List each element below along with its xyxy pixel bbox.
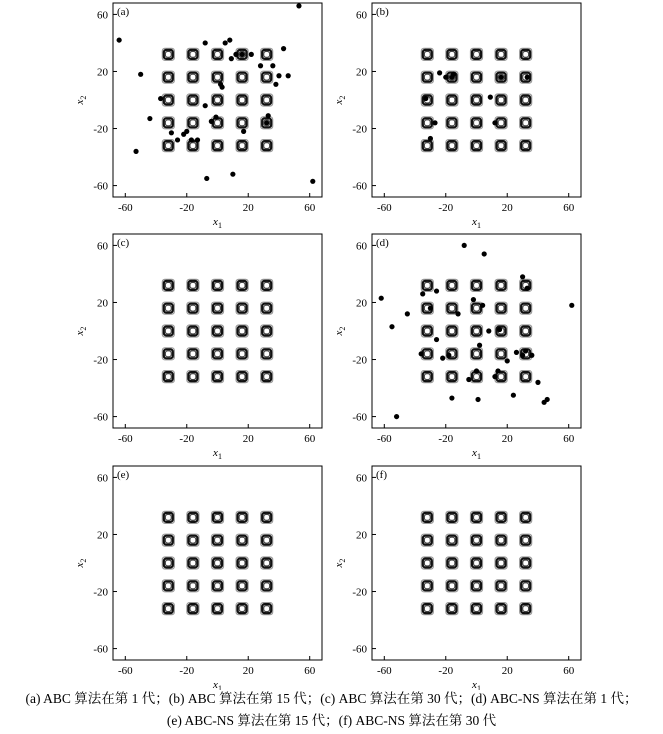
- foxhole-marker: [236, 140, 248, 152]
- data-point: [203, 40, 208, 45]
- foxhole-marker: [261, 140, 273, 152]
- x-tick-label: -60: [376, 665, 392, 677]
- foxhole-marker: [421, 48, 433, 60]
- foxhole-marker: [495, 302, 507, 314]
- y-tick-label: 60: [97, 9, 108, 22]
- foxhole-marker: [471, 534, 483, 546]
- foxhole-marker: [471, 348, 483, 360]
- foxhole-marker: [261, 302, 273, 314]
- foxhole-marker: [162, 302, 174, 314]
- foxhole-marker: [236, 279, 248, 291]
- panel-f: [333, 466, 581, 690]
- data-point: [432, 120, 437, 125]
- y-tick-label: 60: [97, 240, 108, 253]
- foxhole-marker: [495, 511, 507, 523]
- foxhole-marker: [446, 140, 458, 152]
- x-tick-label: 60: [563, 433, 575, 445]
- y-axis-label: $x_2$: [333, 95, 347, 105]
- data-point: [227, 37, 232, 42]
- data-point: [471, 297, 476, 302]
- data-point: [220, 85, 225, 90]
- foxhole-marker: [471, 94, 483, 106]
- x-tick-label: 20: [242, 202, 254, 214]
- foxhole-marker: [212, 603, 224, 615]
- foxhole-marker: [520, 603, 532, 615]
- foxhole-marker: [446, 279, 458, 291]
- foxhole-marker: [187, 325, 199, 337]
- data-point: [310, 179, 315, 184]
- x-tick-label: -60: [376, 202, 392, 214]
- panel-label: (f): [376, 469, 387, 481]
- foxhole-marker: [495, 94, 507, 106]
- x-tick-label: -60: [117, 433, 133, 445]
- y-tick-label: -60: [352, 643, 367, 656]
- data-point: [498, 75, 503, 80]
- foxhole-marker: [236, 348, 248, 360]
- data-point: [286, 73, 291, 78]
- x-tick-label: 60: [304, 202, 316, 214]
- data-point: [420, 291, 425, 296]
- foxhole-marker: [162, 117, 174, 129]
- foxhole-marker: [446, 534, 458, 546]
- y-tick-label: -20: [352, 354, 367, 367]
- y-axis-label: $x_2$: [333, 326, 347, 336]
- foxhole-marker: [236, 117, 248, 129]
- data-point: [258, 63, 263, 68]
- data-point: [405, 311, 410, 316]
- foxhole-marker: [495, 140, 507, 152]
- x-tick-label: 20: [242, 433, 254, 445]
- data-point: [523, 348, 528, 353]
- foxhole-marker: [446, 117, 458, 129]
- data-point: [505, 358, 510, 363]
- data-point: [204, 176, 209, 181]
- x-tick-label: 60: [304, 433, 316, 445]
- x-tick-label: 20: [501, 433, 513, 445]
- foxhole-marker: [421, 279, 433, 291]
- x-tick-label: -60: [117, 202, 133, 214]
- data-point: [492, 374, 497, 379]
- foxhole-marker: [495, 534, 507, 546]
- data-point: [511, 393, 516, 398]
- foxhole-marker: [162, 71, 174, 83]
- y-tick-label: 60: [356, 472, 367, 485]
- foxhole-marker: [421, 325, 433, 337]
- foxhole-marker: [187, 534, 199, 546]
- y-tick-label: 20: [97, 66, 108, 79]
- foxhole-marker: [212, 71, 224, 83]
- foxhole-marker: [187, 603, 199, 615]
- foxhole-marker: [520, 580, 532, 592]
- data-point: [520, 274, 525, 279]
- foxhole-marker: [495, 580, 507, 592]
- foxhole-marker: [446, 603, 458, 615]
- data-point: [241, 129, 246, 134]
- foxhole-marker: [471, 48, 483, 60]
- y-tick-label: 20: [97, 297, 108, 310]
- y-tick-label: -60: [352, 180, 367, 193]
- foxhole-marker: [261, 580, 273, 592]
- foxhole-marker: [261, 557, 273, 569]
- data-point: [449, 395, 454, 400]
- panel-label: (e): [117, 469, 130, 481]
- foxhole-marker: [236, 511, 248, 523]
- data-point: [423, 96, 428, 101]
- data-point: [443, 75, 448, 80]
- data-point: [229, 56, 234, 61]
- foxhole-marker: [187, 348, 199, 360]
- y-tick-label: 60: [97, 472, 108, 485]
- x-axis-label: $x_1$: [472, 679, 481, 690]
- data-point: [497, 327, 502, 332]
- foxhole-marker: [520, 117, 532, 129]
- foxhole-marker: [261, 94, 273, 106]
- x-tick-label: -20: [438, 665, 454, 677]
- panel-label: (c): [117, 237, 130, 249]
- foxhole-marker: [162, 534, 174, 546]
- data-point: [264, 120, 269, 125]
- x-tick-label: 60: [563, 202, 575, 214]
- data-point: [233, 52, 238, 57]
- y-tick-label: 20: [356, 66, 367, 79]
- foxhole-marker: [187, 302, 199, 314]
- foxhole-marker: [421, 580, 433, 592]
- data-point: [480, 303, 485, 308]
- data-point: [434, 288, 439, 293]
- foxhole-marker: [162, 580, 174, 592]
- foxhole-marker: [520, 94, 532, 106]
- data-point: [475, 397, 480, 402]
- y-tick-label: 20: [97, 529, 108, 542]
- foxhole-marker: [212, 580, 224, 592]
- foxhole-marker: [421, 534, 433, 546]
- x-tick-label: 20: [242, 665, 254, 677]
- y-tick-label: -60: [93, 643, 108, 656]
- foxhole-marker: [421, 603, 433, 615]
- data-point: [117, 37, 122, 42]
- foxhole-marker: [446, 371, 458, 383]
- y-tick-label: -60: [93, 411, 108, 424]
- y-tick-label: -60: [352, 411, 367, 424]
- foxhole-marker: [261, 71, 273, 83]
- x-tick-label: -20: [179, 202, 195, 214]
- foxhole-marker: [187, 511, 199, 523]
- foxhole-marker: [187, 117, 199, 129]
- panel-c: [74, 234, 322, 461]
- data-point: [169, 130, 174, 135]
- foxhole-marker: [236, 603, 248, 615]
- x-tick-label: -60: [117, 665, 133, 677]
- foxhole-marker: [236, 94, 248, 106]
- data-point: [428, 136, 433, 141]
- data-point: [184, 129, 189, 134]
- foxhole-marker: [446, 325, 458, 337]
- foxhole-marker: [421, 371, 433, 383]
- panel-label: (a): [117, 6, 130, 18]
- data-point: [223, 40, 228, 45]
- x-tick-label: -20: [179, 665, 195, 677]
- data-point: [249, 52, 254, 57]
- data-point: [477, 343, 482, 348]
- data-point: [514, 350, 519, 355]
- foxhole-marker: [471, 557, 483, 569]
- data-point: [389, 324, 394, 329]
- foxhole-marker: [446, 94, 458, 106]
- foxhole-marker: [261, 603, 273, 615]
- panel-a: [74, 3, 322, 230]
- x-tick-label: -20: [438, 433, 454, 445]
- foxhole-marker: [421, 71, 433, 83]
- data-point: [394, 414, 399, 419]
- foxhole-marker: [471, 511, 483, 523]
- data-point: [488, 95, 493, 100]
- data-point: [466, 377, 471, 382]
- foxhole-marker: [471, 580, 483, 592]
- foxhole-marker: [162, 511, 174, 523]
- x-axis-label: $x_1$: [472, 216, 481, 230]
- foxhole-marker: [187, 279, 199, 291]
- data-point: [175, 137, 180, 142]
- foxhole-marker: [520, 557, 532, 569]
- foxhole-marker: [212, 371, 224, 383]
- foxhole-marker: [446, 48, 458, 60]
- data-point: [379, 296, 384, 301]
- foxhole-marker: [236, 302, 248, 314]
- x-axis-label: $x_1$: [472, 447, 481, 461]
- foxhole-marker: [212, 48, 224, 60]
- data-point: [158, 96, 163, 101]
- x-tick-label: -20: [179, 433, 195, 445]
- data-point: [434, 337, 439, 342]
- foxhole-marker: [261, 371, 273, 383]
- data-point: [266, 113, 271, 118]
- foxhole-marker: [520, 140, 532, 152]
- foxhole-marker: [471, 279, 483, 291]
- data-point: [437, 70, 442, 75]
- data-point: [133, 149, 138, 154]
- foxhole-marker: [187, 371, 199, 383]
- x-axis-label: $x_1$: [213, 679, 222, 690]
- y-tick-label: -20: [352, 123, 367, 136]
- y-tick-label: -20: [93, 123, 108, 136]
- data-point: [230, 172, 235, 177]
- foxhole-marker: [212, 140, 224, 152]
- data-point: [428, 306, 433, 311]
- foxhole-marker: [421, 511, 433, 523]
- x-tick-label: 20: [501, 202, 513, 214]
- foxhole-marker: [421, 557, 433, 569]
- data-point: [535, 380, 540, 385]
- foxhole-marker: [471, 325, 483, 337]
- y-tick-label: -60: [93, 180, 108, 193]
- panel-d: [333, 234, 581, 461]
- foxhole-marker: [236, 534, 248, 546]
- panel-e: [74, 466, 322, 690]
- foxhole-marker: [212, 348, 224, 360]
- data-point: [525, 286, 530, 291]
- foxhole-marker: [187, 557, 199, 569]
- foxhole-marker: [187, 48, 199, 60]
- y-axis-label: $x_2$: [333, 558, 347, 568]
- y-axis-label: $x_2$: [74, 326, 88, 336]
- y-axis-label: $x_2$: [74, 95, 88, 105]
- foxhole-marker: [261, 534, 273, 546]
- foxhole-marker: [212, 279, 224, 291]
- data-point: [446, 353, 451, 358]
- data-point: [486, 328, 491, 333]
- data-point: [451, 72, 456, 77]
- foxhole-marker: [162, 279, 174, 291]
- foxhole-marker: [236, 325, 248, 337]
- foxhole-marker: [236, 580, 248, 592]
- foxhole-marker: [162, 603, 174, 615]
- foxhole-marker: [212, 302, 224, 314]
- foxhole-marker: [421, 117, 433, 129]
- data-point: [273, 82, 278, 87]
- caption-line-1: (a) ABC 算法在第 1 代；(b) ABC 算法在第 15 代；(c) ABC 算法在第 30 代；(d) ABC-NS 算法在第 1 代；: [25, 691, 638, 706]
- data-point: [455, 311, 460, 316]
- panel-label: (d): [376, 237, 389, 249]
- foxhole-marker: [446, 511, 458, 523]
- foxhole-marker: [471, 71, 483, 83]
- y-axis-label: $x_2$: [74, 558, 88, 568]
- foxhole-marker: [421, 140, 433, 152]
- data-point: [525, 75, 530, 80]
- foxhole-marker: [212, 325, 224, 337]
- foxhole-marker: [162, 371, 174, 383]
- foxhole-marker: [187, 580, 199, 592]
- foxhole-marker: [471, 603, 483, 615]
- data-point: [147, 116, 152, 121]
- data-point: [296, 3, 301, 8]
- foxhole-marker: [212, 511, 224, 523]
- data-point: [281, 46, 286, 51]
- foxhole-marker: [520, 534, 532, 546]
- foxhole-marker: [187, 94, 199, 106]
- foxhole-marker: [212, 557, 224, 569]
- foxhole-marker: [162, 325, 174, 337]
- y-tick-label: 20: [356, 297, 367, 310]
- foxhole-marker: [495, 557, 507, 569]
- data-point: [482, 251, 487, 256]
- foxhole-marker: [495, 603, 507, 615]
- x-tick-label: 60: [304, 665, 316, 677]
- data-point: [440, 356, 445, 361]
- foxhole-marker: [212, 94, 224, 106]
- foxhole-marker: [236, 71, 248, 83]
- foxhole-marker: [495, 348, 507, 360]
- data-point: [213, 115, 218, 120]
- foxhole-marker: [187, 71, 199, 83]
- data-point: [195, 137, 200, 142]
- data-point: [520, 353, 525, 358]
- foxhole-marker: [495, 48, 507, 60]
- foxhole-marker: [446, 557, 458, 569]
- x-tick-label: 20: [501, 665, 513, 677]
- y-tick-label: -20: [93, 354, 108, 367]
- data-point: [189, 137, 194, 142]
- data-point: [270, 63, 275, 68]
- y-tick-label: 20: [356, 529, 367, 542]
- data-point: [209, 119, 214, 124]
- data-point: [495, 368, 500, 373]
- foxhole-marker: [162, 557, 174, 569]
- foxhole-marker: [261, 348, 273, 360]
- foxhole-marker: [261, 325, 273, 337]
- foxhole-marker: [212, 534, 224, 546]
- x-axis-label: $x_1$: [213, 447, 222, 461]
- foxhole-marker: [495, 279, 507, 291]
- x-tick-label: -20: [438, 202, 454, 214]
- data-point: [239, 52, 244, 57]
- foxhole-marker: [162, 94, 174, 106]
- foxhole-marker: [162, 140, 174, 152]
- data-point: [419, 351, 424, 356]
- foxhole-marker: [236, 371, 248, 383]
- figure-caption: [0, 688, 663, 732]
- foxhole-marker: [261, 511, 273, 523]
- data-point: [569, 303, 574, 308]
- foxhole-marker: [520, 325, 532, 337]
- foxhole-marker: [471, 140, 483, 152]
- foxhole-marker: [162, 348, 174, 360]
- y-tick-label: 60: [356, 240, 367, 253]
- foxhole-marker: [471, 117, 483, 129]
- x-tick-label: -60: [376, 433, 392, 445]
- panel-label: (b): [376, 6, 389, 18]
- data-point: [529, 353, 534, 358]
- x-tick-label: 60: [563, 665, 575, 677]
- data-point: [138, 72, 143, 77]
- foxhole-marker: [162, 48, 174, 60]
- foxhole-marker: [261, 279, 273, 291]
- foxhole-marker: [520, 371, 532, 383]
- y-tick-label: 60: [356, 9, 367, 22]
- data-point: [462, 243, 467, 248]
- data-point: [474, 368, 479, 373]
- foxhole-marker: [520, 48, 532, 60]
- foxhole-marker: [520, 302, 532, 314]
- data-point: [545, 397, 550, 402]
- caption-line-2: (e) ABC-NS 算法在第 15 代；(f) ABC-NS 算法在第 30 代: [166, 713, 497, 728]
- y-tick-label: -20: [93, 586, 108, 599]
- foxhole-marker: [236, 557, 248, 569]
- panel-b: [333, 3, 581, 230]
- foxhole-marker: [446, 580, 458, 592]
- data-point: [203, 103, 208, 108]
- foxhole-marker: [520, 511, 532, 523]
- y-tick-label: -20: [352, 586, 367, 599]
- data-point: [492, 120, 497, 125]
- foxhole-marker: [261, 48, 273, 60]
- x-axis-label: $x_1$: [213, 216, 222, 230]
- data-point: [276, 73, 281, 78]
